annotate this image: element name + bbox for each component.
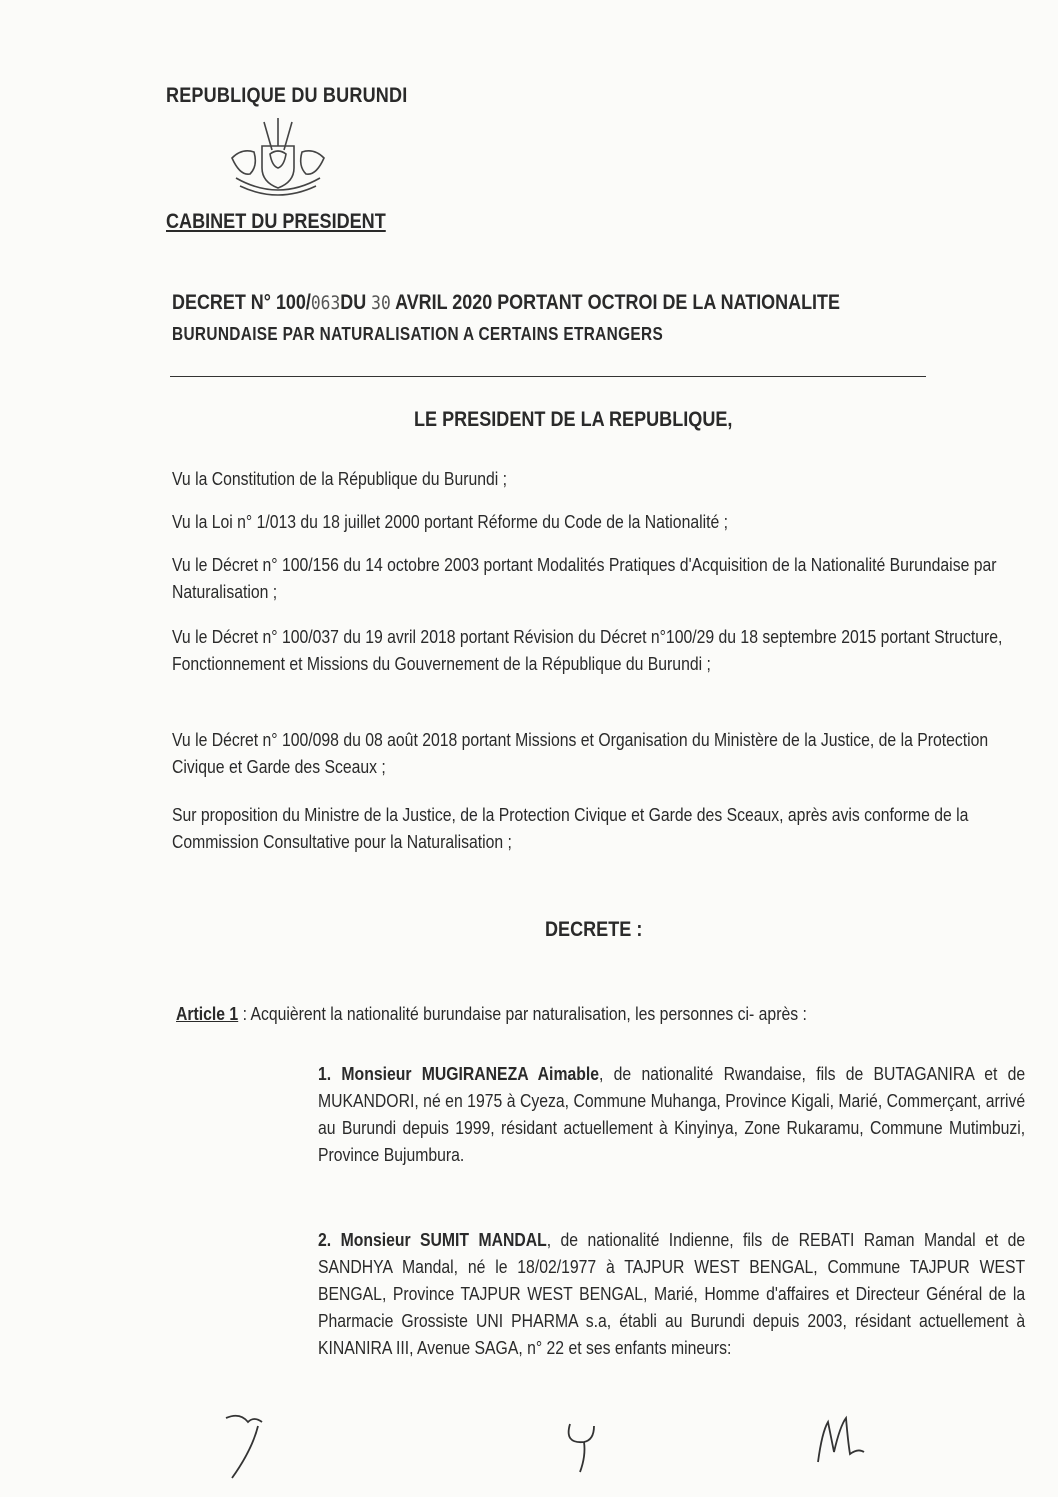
visa-loi-nationalite: Vu la Loi n° 1/013 du 18 juillet 2000 portant Réforme du Code de la Nationalité ; [172, 511, 729, 532]
decree-prefix: DECRET N° 100/ [172, 291, 311, 314]
article-1 [176, 1000, 1028, 1027]
person-number: 2. [318, 1229, 332, 1250]
decree-title [172, 287, 942, 350]
proposition-clause: Sur proposition du Ministre de la Justice, de la Protection Civique et Garde des Sceaux, après avis conforme de la Commission Consultative pour la Naturalisation ; [172, 804, 969, 852]
person-entry-2 [318, 1226, 1025, 1361]
decree-title-line2: BURUNDAISE PAR NATURALISATION A CERTAINS ETRANGERS [172, 324, 664, 344]
visa-decret-2018-justice: Vu le Décret n° 100/098 du 08 août 2018 portant Missions et Organisation du Ministère de la Justice, de la Protection Civique et Garde des Sceaux ; [172, 729, 989, 777]
handwritten-initial-mark-2 [562, 1418, 606, 1476]
title-separator-line [170, 376, 926, 377]
visa-decret-2018-gouvernement: Vu le Décret n° 100/037 du 19 avril 2018 portant Révision du Décret n°100/29 du 18 septembre 2015 portant Structure, Fonctionnement et Missions du Gouvernement de la République du Burundi ; [172, 626, 1003, 674]
article-1-label: Article 1 [176, 1003, 239, 1024]
decree-title-rest: AVRIL 2020 PORTANT OCTROI DE LA NATIONALITE [390, 291, 840, 314]
republic-header: REPUBLIQUE DU BURUNDI [166, 84, 408, 107]
person-details: , de nationalité Indienne, fils de REBATI Raman Mandal et de SANDHYA Mandal, né le 18/02/1977 à TAJPUR WEST BENGAL, Commune TAJPUR WEST BENGAL, Province TAJPUR WEST BENGAL, Marié, Homme d'affaires et Directeur Général de la Pharmacie Grossiste UNI PHARMA s.a, établi au Burundi depuis 2003, résidant actuellement à KINANIRA III, Avenue SAGA, n° 22 et ses enfants mineurs: [318, 1229, 1026, 1358]
handwritten-day: 30 [371, 292, 391, 314]
visa-decret-2003: Vu le Décret n° 100/156 du 14 octobre 2003 portant Modalités Pratiques d'Acquisition de la Nationalité Burundaise par Naturalisation ; [172, 554, 997, 602]
person-details: , de nationalité Rwandaise, fils de BUTAGANIRA et de MUKANDORI, né en 1975 à Cyeza, Commune Muhanga, Province Kigali, Marié, Commerçant, arrivé au Burundi depuis 1999, résidant actuellement à Kinyinya, Zone Rukaramu, Commune Mutimbuzi, Province Bujumbura. [318, 1063, 1026, 1165]
coat-of-arms-emblem [226, 116, 330, 200]
person-entry-1 [318, 1060, 1025, 1168]
person-name: Monsieur SUMIT MANDAL [340, 1229, 547, 1250]
decree-title-line1 [172, 287, 942, 319]
person-number: 1. [318, 1063, 332, 1084]
handwritten-decree-number: 063 [310, 292, 341, 314]
handwritten-initial-mark-3 [812, 1412, 872, 1472]
decrete-heading: DECRETE : [545, 918, 643, 941]
visa-constitution: Vu la Constitution de la République du Burundi ; [172, 468, 508, 489]
handwritten-initial-mark-1 [222, 1410, 282, 1482]
article-1-text: : Acquièrent la nationalité burundaise par naturalisation, les personnes ci- après : [238, 1003, 807, 1024]
president-heading: LE PRESIDENT DE LA REPUBLIQUE, [414, 408, 733, 431]
decree-du: DU [340, 291, 372, 314]
person-name: Monsieur MUGIRANEZA Aimable [341, 1063, 600, 1084]
cabinet-header: CABINET DU PRESIDENT [166, 210, 386, 233]
